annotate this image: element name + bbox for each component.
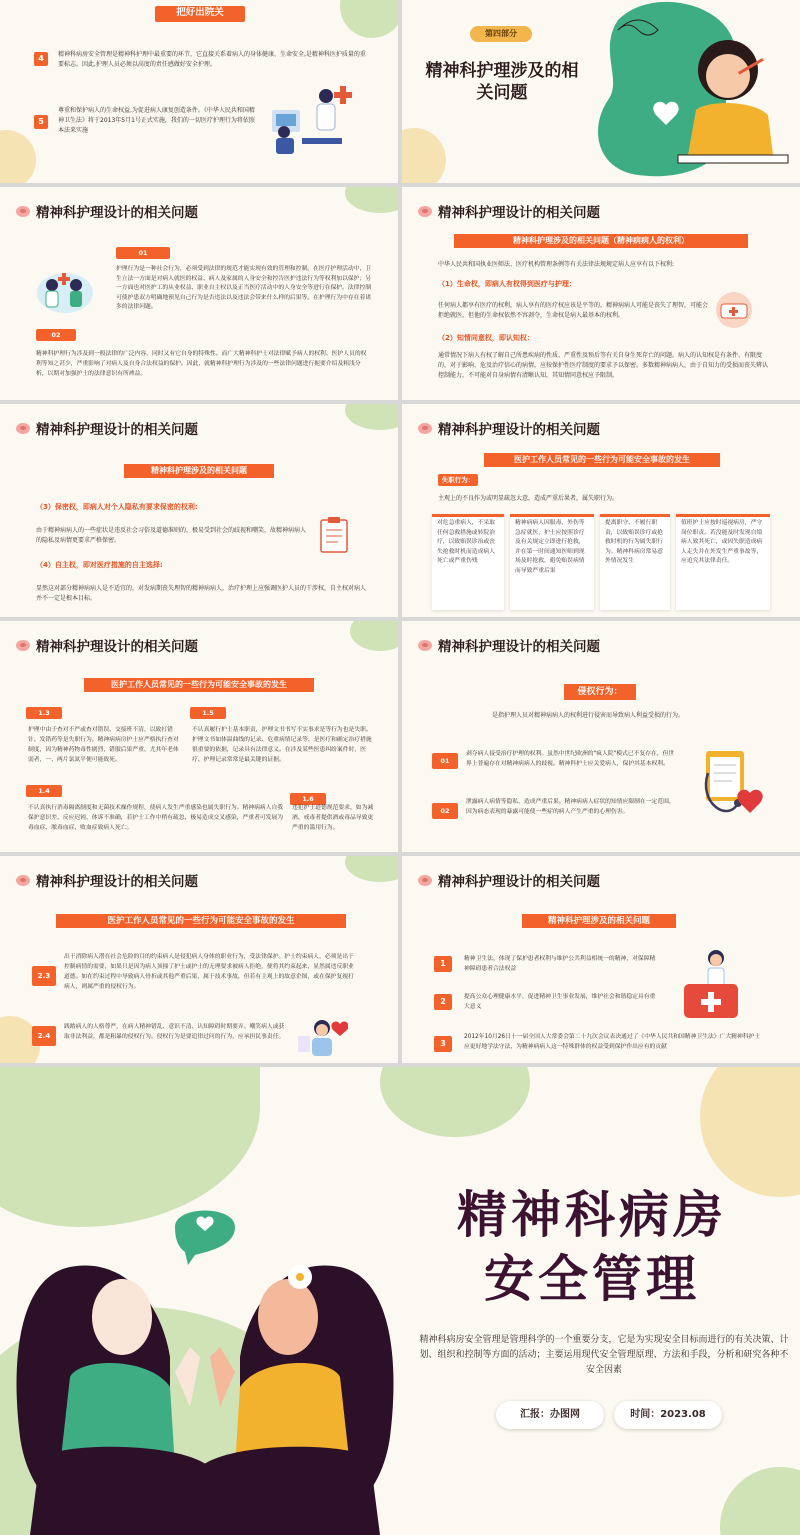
pig-icon xyxy=(16,875,30,886)
label-1-6: 1.6 xyxy=(290,793,326,805)
slide-cover xyxy=(0,1067,800,1535)
reporter-pill: 汇报：办图网 xyxy=(496,1401,604,1429)
pig-icon xyxy=(16,640,30,651)
sub-heading: 侵权行为： xyxy=(564,684,636,700)
header-title: 精神科护理设计的相关问题 xyxy=(438,639,600,655)
header-title: 精神科护理设计的相关问题 xyxy=(36,205,198,221)
slide-infringement xyxy=(402,621,800,852)
slide-header xyxy=(16,201,198,221)
slide-header xyxy=(16,418,198,438)
slide-dereliction xyxy=(402,404,800,617)
card-text: 对危急重病人，不采取任何急救措施或转院治疗，以致贻误诊治或丧失抢救时机而造成病人死亡或严重伤残 xyxy=(437,520,495,564)
slide-discharge xyxy=(0,0,398,183)
right-2-heading: （2）知情同意权，即认知权： xyxy=(438,334,534,342)
slide-header xyxy=(16,635,198,655)
right-4-heading: （4）自主权，即对医疗措施的自主选择: xyxy=(36,561,163,569)
right-4-text: 显然这对部分精神病病人是不适宜的，对发病期丧失理智的精神病病人，治疗护理上应强调医护人员的干涉权，自主权对病人并不一定是根本目标。 xyxy=(36,585,367,602)
paragraph-1-4: 不认真执行消毒隔离制度和无菌技术操作规程，使病人发生严重感染也属失职行为。精神病病人自我保护意识差、反应迟钝、体诉不准确，若护士工作中稍有疏忽，极易造成交叉感染，严重者可发展为毒血症、脓毒血症、败血症致病人死亡。 xyxy=(28,805,284,831)
label-1-3: 1.3 xyxy=(26,707,62,719)
slide-mental-health-law xyxy=(402,856,800,1063)
slide-violations-2 xyxy=(0,856,398,1063)
paragraph-2: 提高公众心理健康水平，促进精神卫生事业发展，维护社会和谐稳定具有重大意义 xyxy=(464,994,656,1010)
paragraph-1-5: 不认真履行护士基本职责，护理文书书写不实事求是等行为也是失职。护理文书如体温曲线的记录、危重病情记录等，是医疗和确定治疗措施很重要的依据，记录具有法律意义。在涉及某些医患纠纷案件时，医疗、护理记录常常是最关键的证据。 xyxy=(192,727,372,763)
label-2-3: 2.3 xyxy=(32,966,56,986)
paragraph-01: 护理行为是一种社会行为，必须受到法律的规范才能实现有效的管理和控制。在医疗护理活动中，卫生立法一方面是对病人就医的权益、病人及家属的人身安全和控告医护违法行为等权利加以保护；另一方面也对医护工的从业权益、职业自主权以及正当医疗活动中的人身安全等进行在保护。法律控制可使护患双方明确地预见自己行为是否违法以及违法会带来什么样的后果等。在护理行为中存在着诸多的法律问题。 xyxy=(116,266,372,311)
number-01: 01 xyxy=(432,753,458,769)
header-title: 精神科护理设计的相关问题 xyxy=(36,874,198,890)
header-title: 精神科护理设计的相关问题 xyxy=(438,422,600,438)
paragraph-5: 尊重和保护病人的生命权益,为促进病人康复创造条件。《中华人民共和国精神卫生法》将于2013年5月1号正式实施，我们的一切医疗护理行为将依照本法来实施 xyxy=(58,107,255,134)
section-banner: 医护工作人员常见的一些行为可能安全事故的发生 xyxy=(56,914,346,928)
section-banner: 医护工作人员常见的一些行为可能安全事故的发生 xyxy=(484,453,720,467)
pig-icon xyxy=(418,640,432,651)
section-banner: 精神科护理涉及的相关问题（精神病病人的权利） xyxy=(454,234,748,248)
deco-blob xyxy=(720,1467,800,1535)
header-title: 精神科护理设计的相关问题 xyxy=(36,422,198,438)
paragraph-2-3: 出于消除病人潜在社会危险的目的约束病人是侵犯病人身体的职业行为，受法律保护。护士约束病人，必须是出于控制病情的需要，如果只是因为病人顶撞了护士或护士的无理要求被病人拒绝，便将其约束起来，显然属违反职业道德。如在约束过程中导致病人骨折或其他严重后果，属于技术事故，但若有主观上的故意企图，或在保护复视打病人，则属严重的侵权行为。 xyxy=(64,954,354,990)
pig-icon xyxy=(16,206,30,217)
pig-icon xyxy=(418,206,432,217)
deco-blob xyxy=(402,128,446,183)
slide-title: 把好出院关 xyxy=(155,6,245,22)
header-title: 精神科护理设计的相关问题 xyxy=(36,639,198,655)
paragraph-1: 精神卫生法，体现了保护患者权利与维护公共利益相统一的精神，对保障精神障碍患者合法权益 xyxy=(464,956,656,972)
clipboard-icon xyxy=(318,516,350,554)
paragraph-1-3: 护理中由于查对不严或查对错误、交接班不清，以致打错针、发错药等是失职行为。精神病病房护士应严格执行查对制度，因为精神药物毒性剧烈，错服后果严重，尤其年老体弱者，一、两片氯氮平便可能致死。 xyxy=(28,727,179,763)
deco-blob xyxy=(380,1067,530,1137)
deco-blob xyxy=(345,187,398,213)
rights-intro: 中华人民共和国执业医师法、医疗机构管理条例等有关法律法规规定病人应享有以下权利: xyxy=(438,261,675,268)
card-text: 值班护士应按时巡视病房，严守岗位职责。若没能及时发现自缢病人致其死亡，或因失职造成病人走失并在外发生严重事故等，应追究其法律责任。 xyxy=(681,520,763,564)
card-text: 精神病病人因服毒、外伤等急症就医，护士应按照诊疗及有关规定立即进行抢救，并在第一时间通知医师到现场及时抢救，避免贻误病情而导致严重后果 xyxy=(515,520,585,574)
right-3-heading: （3）保密权，即病人对个人隐私有要求保密的权利: xyxy=(36,503,198,511)
label-1-4: 1.4 xyxy=(26,785,62,797)
deco-blob xyxy=(0,1067,260,1227)
number-3: 3 xyxy=(434,1036,452,1052)
deco-blob xyxy=(345,404,398,430)
slide-patient-rights xyxy=(402,187,800,400)
header-title: 精神科护理设计的相关问题 xyxy=(438,874,600,890)
paragraph-2-4: 践踏病人的人格尊严，在病人精神错乱、意识不清、认知障碍时期要弄、嘲笑病人或获取非法利益，都是粗暴的侵权行为。侵权行为是要追律过问的行为，应承担民事责任。 xyxy=(64,1024,285,1040)
paragraph-02: 精神科护理行为涉及到一般法律的广泛内容，同时又有它自身的特殊性。而广大精神科护士对法律赋予病人的权利、医护人员的权利等知之甚少，严重影响了对病人及自身合法权益的保护。因此，就精神科护理行为涉及的一些法律问题进行扼要介绍及粗浅分析，以期对加强护士的法律意识有所裨益。 xyxy=(36,351,367,377)
deco-blob xyxy=(345,856,398,882)
header-title: 精神科护理设计的相关问题 xyxy=(438,205,600,221)
slide-header xyxy=(16,870,198,890)
label-01: 01 xyxy=(116,247,170,259)
dereliction-intro: 主观上的不良作为或明显疏忽大意，造成严重后果者，属失职行为。 xyxy=(438,495,619,502)
info-card xyxy=(600,514,670,610)
number-02: 02 xyxy=(432,803,458,819)
deco-blob xyxy=(0,130,36,183)
infringement-intro: 是指护理人员对精神病病人的权利进行侵害而导致病人利益受损的行为。 xyxy=(492,712,685,719)
paragraph-4: 精神科病房安全管理是精神科护理中最重要的环节，它直接关系着病人的身体健康、生命安全,是精神科医护质量的重要标志。因此,护理人员必须以高度的责任感做好安全护理。 xyxy=(58,51,366,68)
info-card xyxy=(510,514,594,610)
card-text: 提离职守、不履行职责，以致贻误诊疗或抢救时机的行为属失职行为。精神科病房常易意外情况发生 xyxy=(605,520,663,564)
number-5: 5 xyxy=(34,115,48,129)
label-1-5: 1.5 xyxy=(190,707,226,719)
right-3-text: 由于精神病病人的一些症状是违反社会习俗及道德准则的，极易受到社会的歧视和嘲笑，故精神病病人的隐私及病情更要求严格保密。 xyxy=(36,527,307,544)
slide-header xyxy=(418,635,600,655)
cover-title-line-2: 安全管理 xyxy=(484,1250,700,1308)
cover-description: 精神科病房安全管理是管理科学的一个重要分支，它是为实现安全目标而进行的有关决策、计划、组织和控制等方面的活动；主要运用现代安全管理原理、方法和手段，分析和研究各种不安全因素 xyxy=(419,1335,789,1375)
deco-blob xyxy=(700,1067,800,1197)
slide-privacy-rights xyxy=(0,404,398,617)
paragraph-01: 剥夺病人接受治疗护理的权利。虽然中世纪欧洲的"疯人院"模式已不复存在，但世界上普遍存在对精神病病人的歧视。精神科护士应关爱病人，保护其基本权利。 xyxy=(466,751,675,767)
pig-icon xyxy=(418,875,432,886)
info-card xyxy=(676,514,770,610)
cover-title-line-1: 精神科病房 xyxy=(457,1186,727,1244)
slide-legal-intro xyxy=(0,187,398,400)
paragraph-02: 泄露病人病情等隐私，造成严重后果。精神病病人症状的知情应限制在一定范围，因为病态表现的暴露可能使一些症的病人产生严重的心理伤害。 xyxy=(466,799,675,815)
nurse-icon xyxy=(296,1014,348,1060)
pig-icon xyxy=(16,423,30,434)
slide-header xyxy=(418,870,600,890)
deco-blob xyxy=(340,0,398,38)
label-2-4: 2.4 xyxy=(32,1026,56,1046)
section-tag: 第四部分 xyxy=(470,26,532,42)
slide-violations-1 xyxy=(0,621,398,852)
section-title: 精神科护理涉及的相关问题 xyxy=(425,61,579,103)
stethoscope-clipboard-icon xyxy=(698,743,768,823)
doctor-illustration xyxy=(262,80,354,160)
medical-team-illustration xyxy=(34,263,96,315)
right-2-text: 通常情况下病人有权了解自己所患疾病的性质、严重性及预后等有关自身生死存亡的问题。病人的认知权是有条件、有限度的，对于影响、危及治疗信心的病情，应按保护性医疗制度的要求予以保密。多数精神病病人，由于自知力的受损而丧失辨认控制能力，不可能对自身病情有清晰认知，其知情同意权应予限制。 xyxy=(438,352,769,379)
slide-header xyxy=(418,201,600,221)
sub-heading: 失职行为： xyxy=(438,474,478,486)
pig-icon xyxy=(418,423,432,434)
slide-section-four xyxy=(402,0,800,183)
number-4: 4 xyxy=(34,52,48,66)
thinking-woman-illustration xyxy=(578,0,800,183)
section-banner: 医护工作人员常见的一些行为可能安全事故的发生 xyxy=(84,678,314,692)
right-1-text: 任何病人都享有医疗的权利，病人享有的医疗权应该是平等的，精神病病人可能是丧失了理智，可能会拒绝就医，但他的生命权依然不容剥夺，生命权是病人最基本的权利。 xyxy=(438,302,709,319)
right-1-heading: （1）生命权，即病人有权得到医疗与护理： xyxy=(438,280,576,288)
section-banner: 精神科护理涉及的相关问题 xyxy=(124,464,274,478)
info-card xyxy=(432,514,504,610)
paragraph-3: 2012年10月26日十一届全国人大常委会第二十九次会议表决通过了《中华人民共和国精神卫生法》广大精神科护士应更好地学法守法，为精神病病人这一特殊群体的权益受到保护作出应有的贡献 xyxy=(464,1034,761,1050)
number-2: 2 xyxy=(434,994,452,1010)
two-women-illustration xyxy=(0,1207,410,1535)
label-02: 02 xyxy=(36,329,76,341)
paragraph-1-6: 违犯护士道德规范要求，如为减酒、戒毒者提供酒或毒品导致更严重的滥用行为。 xyxy=(292,805,374,831)
date-pill: 时间：2023.08 xyxy=(614,1401,722,1429)
slide-header xyxy=(418,418,600,438)
ambulance-icon xyxy=(712,292,756,328)
number-1: 1 xyxy=(434,956,452,972)
deco-blob xyxy=(350,621,398,651)
section-banner: 精神科护理涉及的相关问题 xyxy=(522,914,676,928)
first-aid-nurse-illustration xyxy=(678,946,748,1024)
